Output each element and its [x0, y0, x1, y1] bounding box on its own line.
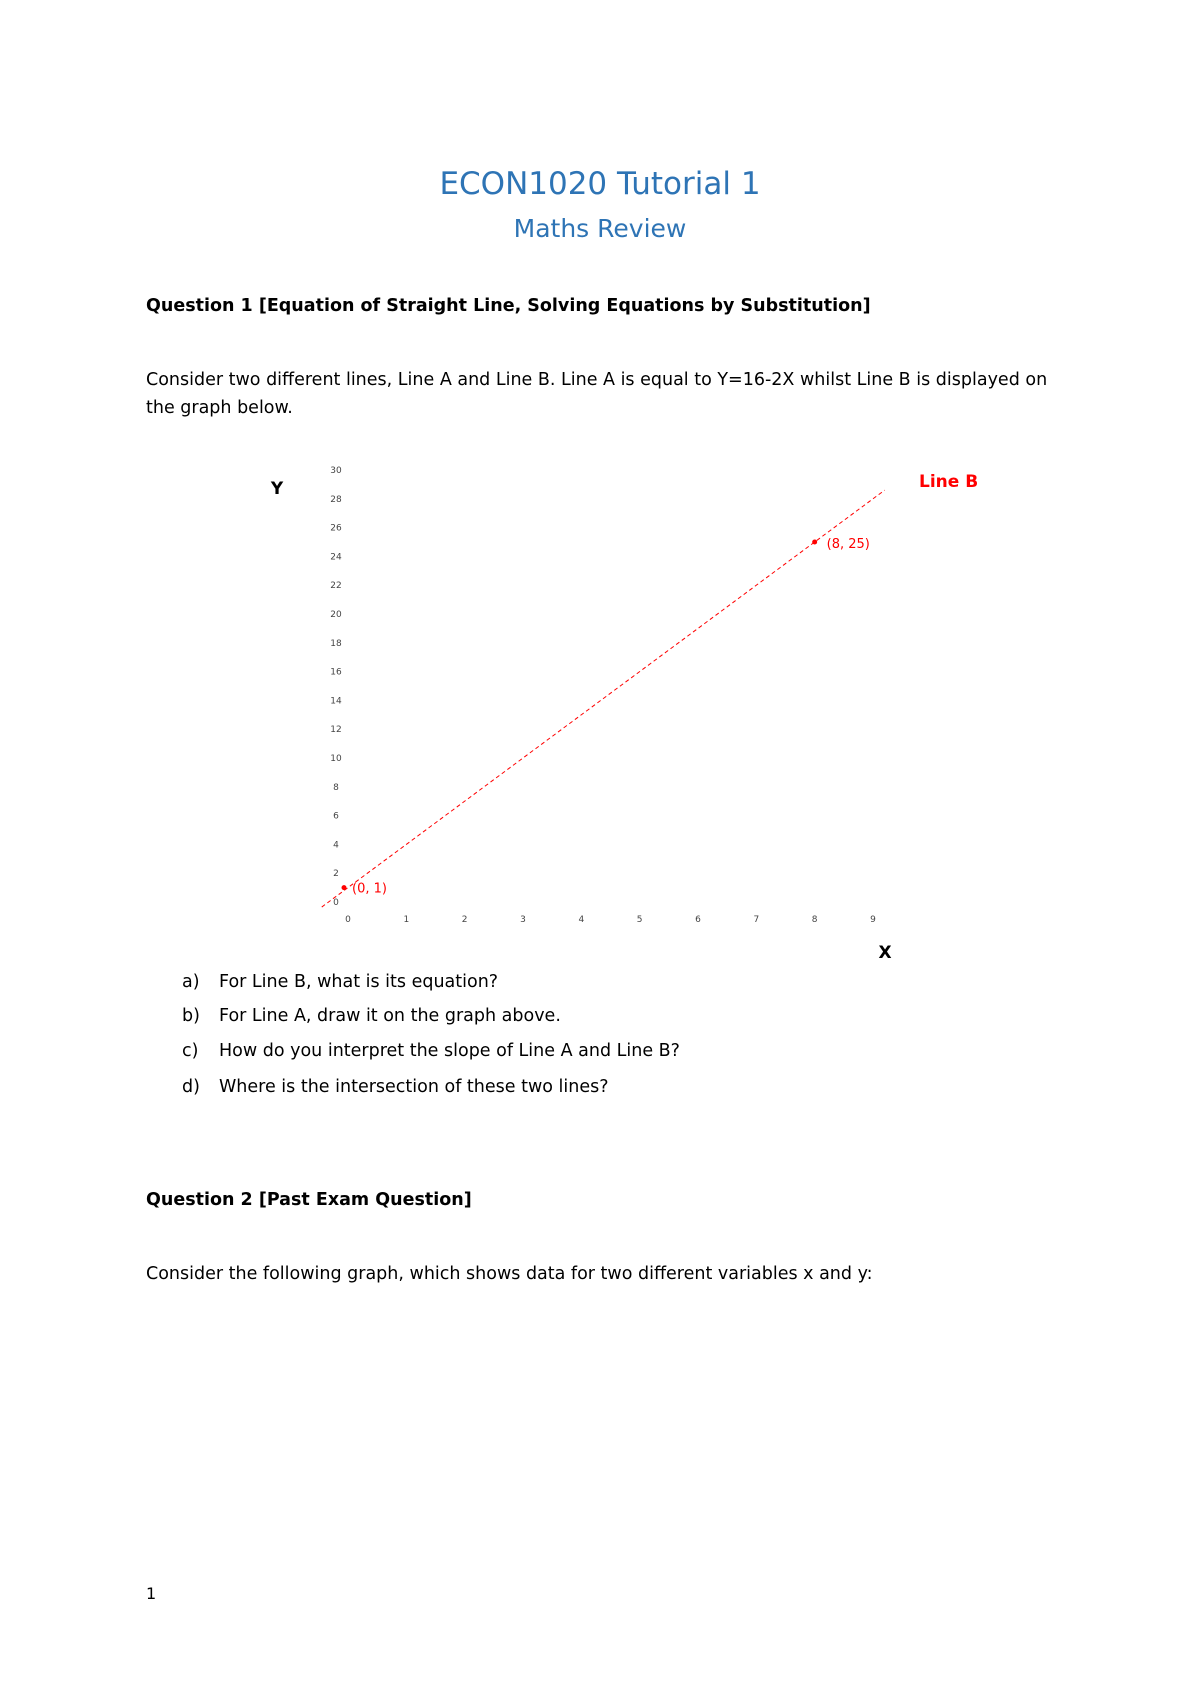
- document-subtitle: Maths Review: [513, 214, 687, 243]
- y-tick-label: 2: [333, 869, 339, 880]
- question-1-intro: Consider two different lines, Line A and Line B. Line A is equal to Y=16-2X whilst Line B is displayed on the graph below.: [146, 370, 1048, 418]
- question-2-heading: Question 2 [Past Exam Question]: [146, 1190, 472, 1210]
- y-tick-label: 24: [330, 552, 342, 563]
- x-tick-label: 1: [403, 915, 410, 925]
- question-2-intro: Consider the following graph, which shows data for two different variables x and y:: [146, 1264, 873, 1284]
- y-tick-label: 14: [330, 696, 342, 707]
- x-tick-label: 3: [520, 915, 526, 925]
- y-tick-label: 0: [333, 898, 339, 908]
- item-text: For Line B, what is its equation?: [219, 972, 499, 992]
- data-point-label: (8, 25): [826, 537, 870, 552]
- page-number: 1: [146, 1584, 157, 1603]
- y-tick-label: 10: [330, 754, 342, 764]
- y-tick-label: 16: [330, 667, 342, 678]
- item-label: a): [182, 972, 200, 992]
- x-tick-label: 8: [811, 915, 818, 925]
- y-tick-label: 22: [330, 581, 342, 592]
- y-tick-label: 18: [330, 638, 342, 649]
- y-tick-label: 28: [330, 494, 342, 505]
- item-label: b): [182, 1006, 200, 1026]
- item-text: How do you interpret the slope of Line A and Line B?: [219, 1041, 680, 1061]
- data-point: [342, 885, 347, 890]
- item-text: For Line A, draw it on the graph above.: [219, 1006, 561, 1026]
- data-point-label: (0, 1): [352, 881, 387, 897]
- x-tick-label: 2: [461, 915, 468, 925]
- y-tick-label: 12: [330, 725, 342, 736]
- x-tick-label: 6: [695, 915, 701, 925]
- x-tick-label: 4: [578, 915, 585, 925]
- document-title: ECON1020 Tutorial 1: [439, 166, 761, 202]
- y-tick-label: 8: [333, 782, 339, 793]
- item-label: c): [182, 1041, 199, 1061]
- x-tick-label: 5: [636, 915, 643, 925]
- y-tick-label: 30: [330, 466, 342, 476]
- x-tick-label: 7: [753, 915, 760, 925]
- y-tick-label: 4: [333, 840, 339, 851]
- item-text: Where is the intersection of these two lines?: [219, 1077, 609, 1097]
- x-tick-label: 0: [345, 915, 351, 925]
- x-tick-label: 9: [870, 915, 876, 925]
- y-axis-title: Y: [270, 479, 284, 499]
- item-label: d): [182, 1077, 200, 1097]
- y-tick-label: 6: [333, 811, 339, 822]
- line-b-label: Line B: [919, 472, 979, 492]
- line-b-series: [322, 490, 885, 907]
- y-tick-label: 20: [330, 610, 342, 620]
- y-tick-label: 26: [330, 523, 342, 534]
- data-point: [812, 540, 817, 545]
- question-1-heading: Question 1 [Equation of Straight Line, Solving Equations by Substitution]: [146, 296, 871, 316]
- x-axis-title: X: [878, 943, 892, 963]
